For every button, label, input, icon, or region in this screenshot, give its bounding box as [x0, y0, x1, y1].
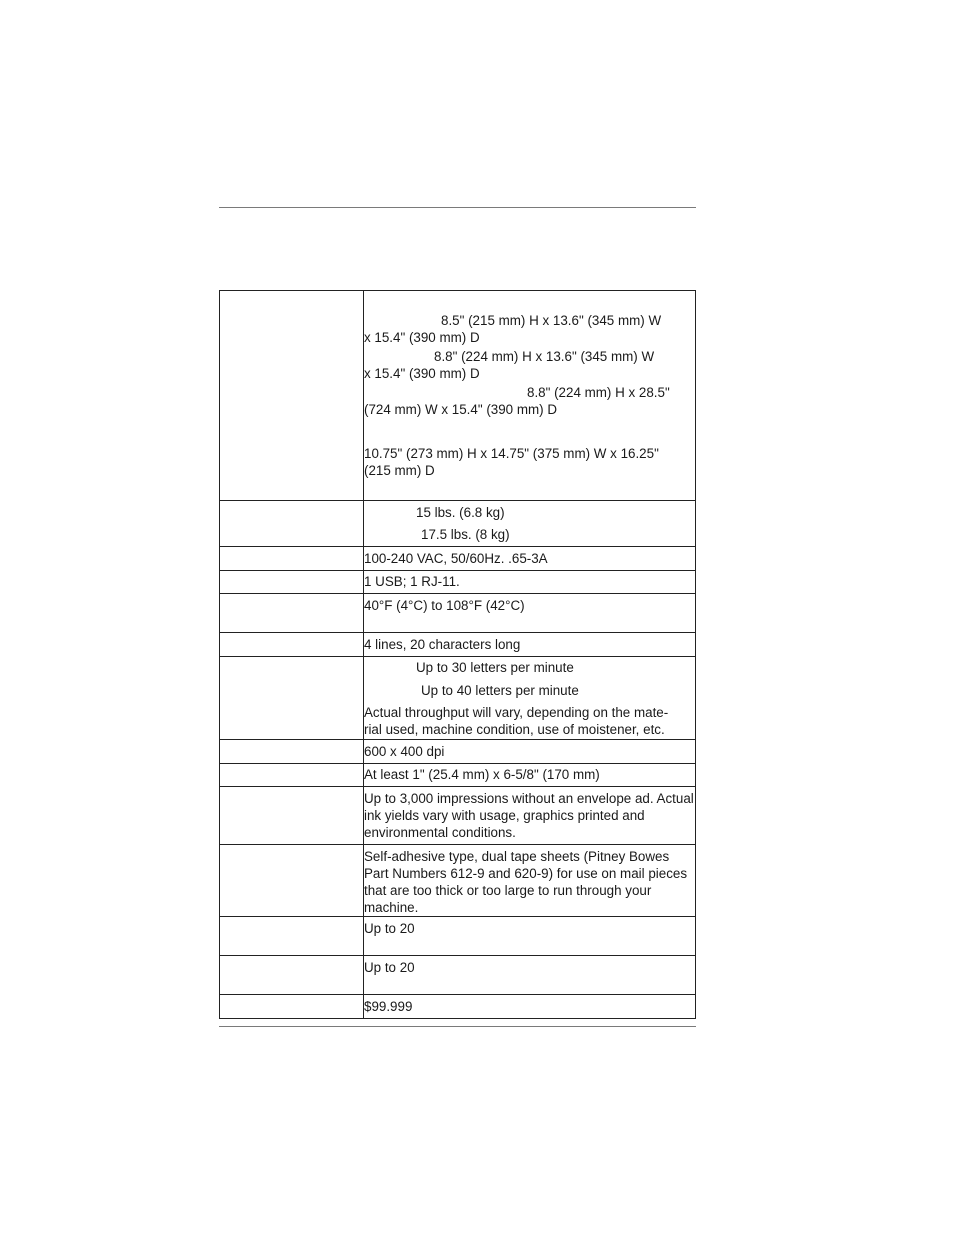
table-row [220, 291, 696, 501]
dimension-line: (215 mm) D [364, 463, 435, 478]
dimension-line: 8.8" (224 mm) H x 28.5" [527, 385, 670, 400]
weight-cell [364, 501, 696, 547]
row-label-cell [220, 740, 364, 764]
power-cell [364, 547, 696, 571]
table-row [220, 633, 696, 657]
throughput-note: Actual throughput will vary, depending on the mate- [364, 705, 669, 720]
throughput-line: Up to 40 letters per minute [421, 683, 579, 698]
ink-yield-cell [364, 787, 696, 845]
dimension-line: (724 mm) W x 15.4" (390 mm) D [364, 402, 558, 417]
table-row [220, 547, 696, 571]
dimension-line: x 15.4" (390 mm) D [364, 330, 480, 345]
row-label-cell [220, 547, 364, 571]
row-label-cell [220, 787, 364, 845]
dimensions-cell [364, 291, 696, 501]
ports-value: 1 USB; 1 RJ-11. [364, 574, 460, 589]
weight-line: 17.5 lbs. (8 kg) [421, 527, 510, 542]
row-label-cell [220, 845, 364, 917]
resolution-cell [364, 740, 696, 764]
table-row [220, 956, 696, 995]
throughput-cell [364, 657, 696, 740]
table-row [220, 787, 696, 845]
accounts-cell [364, 917, 696, 956]
specifications-table [219, 290, 696, 1019]
weight-line: 15 lbs. (6.8 kg) [416, 505, 505, 520]
dimension-line: 8.8" (224 mm) H x 13.6" (345 mm) W [434, 349, 655, 364]
row-label-cell [220, 633, 364, 657]
header-rule [219, 207, 696, 208]
table-row [220, 764, 696, 787]
row-label-cell [220, 594, 364, 633]
row-label-cell [220, 291, 364, 501]
table-row [220, 917, 696, 956]
dimension-line: 8.5" (215 mm) H x 13.6" (345 mm) W [441, 313, 662, 328]
row-label-cell [220, 956, 364, 995]
footer-rule [219, 1026, 696, 1027]
temperature-value: 40°F (4°C) to 108°F (42°C) [364, 598, 525, 613]
temperature-cell [364, 594, 696, 633]
ports-cell [364, 571, 696, 594]
throughput-line: Up to 30 letters per minute [416, 660, 574, 675]
tape-value: Self-adhesive type, dual tape sheets (Pitney Bowes Part Numbers 612-9 and 620-9) for use on mail pieces that are too thick or too large to run through your machine. [364, 849, 688, 915]
max-postage-cell [364, 995, 696, 1019]
accounts-cell [364, 956, 696, 995]
dimension-line: x 15.4" (390 mm) D [364, 366, 480, 381]
max-postage-value: $99.999 [364, 999, 413, 1014]
row-label-cell [220, 995, 364, 1019]
table-row [220, 845, 696, 917]
resolution-value: 600 x 400 dpi [364, 744, 445, 759]
table-row [220, 501, 696, 547]
row-label-cell [220, 501, 364, 547]
dimension-line: 10.75" (273 mm) H x 14.75" (375 mm) W x 16.25" [364, 446, 659, 461]
table-row [220, 657, 696, 740]
table-row [220, 995, 696, 1019]
throughput-note: rial used, machine condition, use of moistener, etc. [364, 722, 665, 737]
row-label-cell [220, 764, 364, 787]
row-label-cell [220, 917, 364, 956]
accounts-value: Up to 20 [364, 960, 415, 975]
table-row [220, 594, 696, 633]
print-area-cell [364, 764, 696, 787]
print-area-value: At least 1" (25.4 mm) x 6-5/8" (170 mm) [364, 767, 600, 782]
table-row [220, 740, 696, 764]
power-value: 100-240 VAC, 50/60Hz. .65-3A [364, 551, 548, 566]
table-row [220, 571, 696, 594]
display-value: 4 lines, 20 characters long [364, 637, 521, 652]
row-label-cell [220, 571, 364, 594]
row-label-cell [220, 657, 364, 740]
ink-yield-value: Up to 3,000 impressions without an envelope ad. Actual ink yields vary with usage, graphics printed and environmental conditions. [364, 791, 694, 840]
display-cell [364, 633, 696, 657]
tape-cell [364, 845, 696, 917]
accounts-value: Up to 20 [364, 921, 415, 936]
